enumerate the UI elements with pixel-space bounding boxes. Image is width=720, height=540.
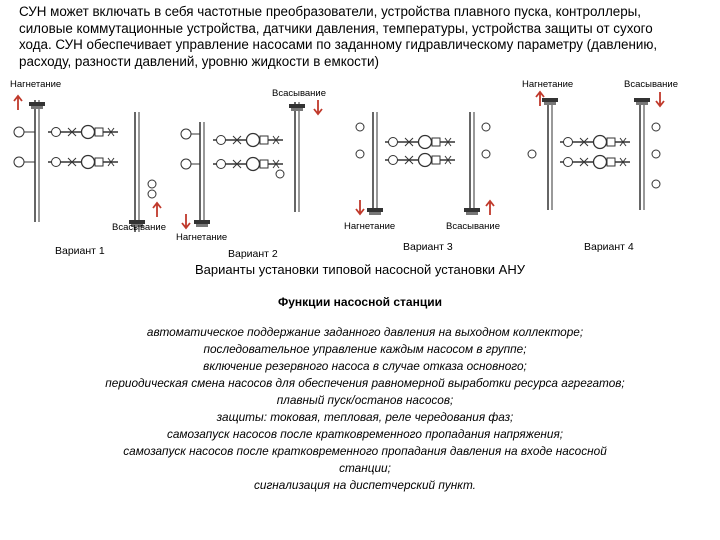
function-item: последовательное управление каждым насосом в группе; — [203, 342, 527, 356]
intro-line: СУН может включать в себя частотные преобразователи, устройства плавного пуска, контроллеры, — [19, 4, 642, 19]
function-item: сигнализация на диспетчерский пункт. — [254, 478, 476, 492]
diagram-variant-4 — [522, 79, 678, 253]
diagram-variant-2 — [176, 88, 326, 260]
diagrams-caption: Варианты установки типовой насосной установки АНУ — [195, 262, 525, 277]
diagram-label: Всасывание — [272, 88, 327, 99]
function-item: плавный пуск/останов насосов; — [276, 393, 454, 407]
diagram-variant-3 — [344, 112, 500, 253]
diagram-label: Всасывание — [112, 222, 167, 233]
function-item: периодическая смена насосов для обеспечения равномерной выработки ресурса агрегатов; — [105, 376, 625, 390]
intro-paragraph — [19, 4, 709, 70]
function-item: станции; — [339, 461, 391, 475]
diagram-label: Нагнетание — [10, 79, 62, 90]
variant-title: Вариант 4 — [584, 241, 634, 253]
function-item: включение резервного насоса в случае отказа основного; — [203, 359, 527, 373]
intro-line: расходу, разности давлений, уровню жидкости в емкости) — [19, 53, 379, 69]
functions-list — [40, 324, 690, 494]
function-item: автоматическое поддержание заданного давления на выходном коллекторе; — [146, 325, 584, 339]
diagram-variant-1 — [10, 79, 166, 257]
diagram-label: Нагнетание — [522, 79, 574, 90]
pump-installation-diagrams — [0, 72, 720, 272]
intro-line: хода. СУН обеспечивает управление насосами по заданному гидравлическому параметру (давлению, — [19, 37, 658, 52]
function-item: самозапуск насосов после кратковременного пропадания давления на входе насосной — [123, 444, 607, 458]
diagram-label: Нагнетание — [176, 232, 228, 243]
diagram-label: Всасывание — [446, 221, 501, 232]
intro-line: силовые коммутационные устройства, датчики давления, температуры, устройства защиты от сухого — [19, 20, 653, 36]
variant-title: Вариант 2 — [228, 248, 278, 260]
variant-title: Вариант 3 — [403, 241, 453, 253]
diagram-label: Всасывание — [624, 79, 679, 90]
section-title: Функции насосной станции — [278, 295, 442, 309]
diagram-label: Нагнетание — [344, 221, 396, 232]
function-item: защиты: токовая, тепловая, реле чередования фаз; — [216, 410, 514, 424]
variant-title: Вариант 1 — [55, 245, 105, 257]
function-item: самозапуск насосов после кратковременного пропадания напряжения; — [166, 427, 564, 441]
